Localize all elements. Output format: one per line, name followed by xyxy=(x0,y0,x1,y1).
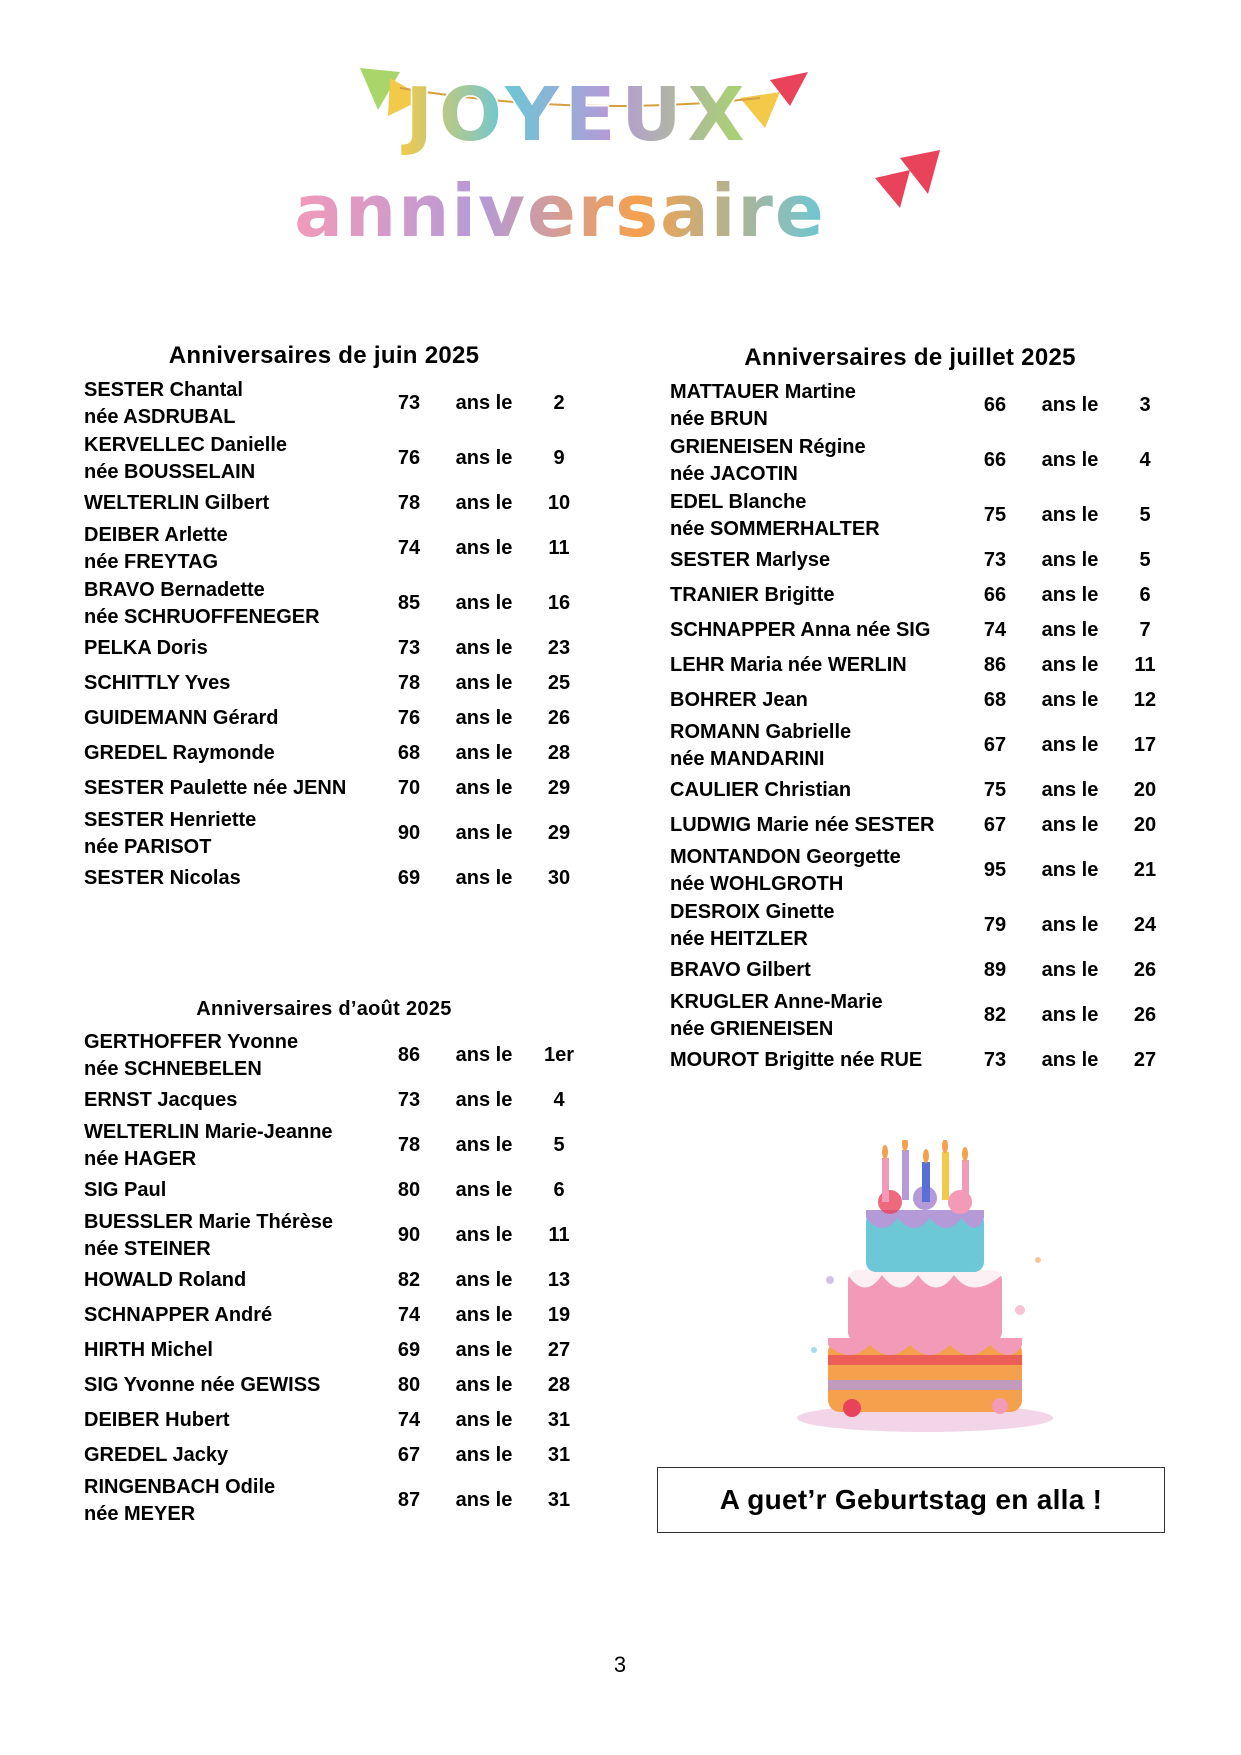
person-name-line: WELTERLIN Gilbert xyxy=(84,492,270,514)
day-value: 19 xyxy=(547,1304,571,1326)
ans-le-label: ans le xyxy=(455,742,513,764)
ans-le-label: ans le xyxy=(1041,1004,1099,1026)
day-value: 23 xyxy=(547,637,571,659)
day-value: 6 xyxy=(1139,584,1151,606)
person-name xyxy=(84,522,384,576)
person-name xyxy=(84,1087,384,1114)
birthday-row xyxy=(670,433,1151,488)
person-name xyxy=(84,775,384,802)
birthday-row xyxy=(84,806,571,861)
age-value: 73 xyxy=(397,1089,421,1111)
ans-le-label: ans le xyxy=(455,1089,513,1111)
section-title-juin: Anniversaires de juin 2025 xyxy=(168,342,480,369)
ans-le-label: ans le xyxy=(455,447,513,469)
birthday-cake-illustration xyxy=(790,1140,1060,1440)
day-value: 4 xyxy=(553,1089,565,1111)
ans-le-label: ans le xyxy=(455,1269,513,1291)
ans-le-label: ans le xyxy=(1041,654,1099,676)
maiden-name-line: née JACOTIN xyxy=(670,462,798,485)
day-value: 24 xyxy=(1133,914,1157,936)
person-name-line: SIG Yvonne née GEWISS xyxy=(84,1374,321,1396)
ans-le-label: ans le xyxy=(455,1304,513,1326)
ans-le-label: ans le xyxy=(455,592,513,614)
day-value: 20 xyxy=(1133,814,1157,836)
birthday-row xyxy=(670,773,1157,808)
person-name-line: SESTER Chantal xyxy=(84,378,243,401)
day-value: 20 xyxy=(1133,779,1157,801)
ans-le-label: ans le xyxy=(1041,549,1099,571)
person-name-line: MOUROT Brigitte née RUE xyxy=(670,1049,923,1071)
ans-le-label: ans le xyxy=(1041,584,1099,606)
birthday-list-aout xyxy=(84,1028,575,1528)
person-name xyxy=(670,652,970,679)
age-value: 74 xyxy=(397,537,421,559)
ans-le-label: ans le xyxy=(455,1134,513,1156)
day-value: 4 xyxy=(1139,449,1151,471)
pennant-flag xyxy=(875,170,910,208)
maiden-name-line: née FREYTAG xyxy=(84,550,219,573)
birthday-row xyxy=(84,376,565,431)
day-value: 3 xyxy=(1139,394,1151,416)
age-value: 67 xyxy=(983,814,1007,836)
person-name-line: SCHNAPPER Anna née SIG xyxy=(670,619,931,641)
day-value: 9 xyxy=(553,447,565,469)
person-name-line: CAULIER Christian xyxy=(670,779,852,801)
age-value: 70 xyxy=(397,777,421,799)
person-name xyxy=(84,1407,384,1434)
person-name xyxy=(84,1337,384,1364)
age-value: 74 xyxy=(983,619,1007,641)
birthday-row xyxy=(84,1028,575,1083)
person-name xyxy=(84,1177,384,1204)
age-value: 66 xyxy=(983,584,1007,606)
person-name xyxy=(84,807,384,861)
birthday-row xyxy=(84,666,571,701)
maiden-name-line: née WOHLGROTH xyxy=(670,872,844,895)
age-value: 87 xyxy=(397,1489,421,1511)
person-name-line: DESROIX Ginette xyxy=(670,900,835,923)
day-value: 27 xyxy=(1133,1049,1157,1071)
day-value: 2 xyxy=(553,392,565,414)
birthday-row xyxy=(84,1333,571,1368)
age-value: 66 xyxy=(983,449,1007,471)
person-name-line: BUESSLER Marie Thérèse xyxy=(84,1210,333,1233)
person-name-line: RINGENBACH Odile xyxy=(84,1475,276,1498)
person-name xyxy=(670,844,970,898)
person-name-line: WELTERLIN Marie-Jeanne xyxy=(84,1120,333,1143)
birthday-row xyxy=(84,771,571,806)
birthday-row xyxy=(670,843,1157,898)
person-name-line: SESTER Marlyse xyxy=(670,549,831,571)
ans-le-label: ans le xyxy=(1041,734,1099,756)
day-value: 28 xyxy=(547,742,571,764)
day-value: 26 xyxy=(547,707,571,729)
person-name xyxy=(670,989,970,1043)
person-name-line: SESTER Nicolas xyxy=(84,867,241,889)
birthday-row xyxy=(670,898,1157,953)
ans-le-label: ans le xyxy=(1041,504,1099,526)
birthday-row xyxy=(84,1298,571,1333)
ans-le-label: ans le xyxy=(455,1489,513,1511)
birthday-row xyxy=(670,1043,1157,1078)
birthday-row xyxy=(670,578,1151,613)
ans-le-label: ans le xyxy=(455,1044,513,1066)
person-name-line: DEIBER Arlette xyxy=(84,523,228,546)
birthday-row xyxy=(670,543,1151,578)
day-value: 31 xyxy=(547,1409,571,1431)
day-value: 29 xyxy=(547,822,571,844)
ans-le-label: ans le xyxy=(455,1224,513,1246)
age-value: 73 xyxy=(397,637,421,659)
banner-line1: JOYEUX xyxy=(405,72,751,158)
age-value: 82 xyxy=(983,1004,1007,1026)
person-name xyxy=(84,705,384,732)
age-value: 95 xyxy=(983,859,1007,881)
birthday-row xyxy=(84,1208,570,1263)
birthday-row xyxy=(670,378,1151,433)
maiden-name-line: née ASDRUBAL xyxy=(84,405,236,428)
birthday-row xyxy=(84,701,571,736)
greeting-box xyxy=(657,1467,1165,1533)
ans-le-label: ans le xyxy=(455,1339,513,1361)
birthday-row xyxy=(670,988,1157,1043)
birthday-row xyxy=(84,431,565,486)
day-value: 7 xyxy=(1139,619,1151,641)
ans-le-label: ans le xyxy=(455,1409,513,1431)
person-name xyxy=(84,432,384,486)
age-value: 69 xyxy=(397,867,421,889)
ans-le-label: ans le xyxy=(1041,394,1099,416)
birthday-row xyxy=(84,521,570,576)
age-value: 82 xyxy=(397,1269,421,1291)
birthday-row xyxy=(84,1173,565,1208)
person-name xyxy=(670,582,970,609)
day-value: 16 xyxy=(547,592,571,614)
age-value: 74 xyxy=(397,1304,421,1326)
ans-le-label: ans le xyxy=(455,1444,513,1466)
age-value: 75 xyxy=(983,504,1007,526)
person-name xyxy=(84,1474,384,1528)
birthday-row xyxy=(84,1368,571,1403)
day-value: 30 xyxy=(547,867,571,889)
ans-le-label: ans le xyxy=(455,1179,513,1201)
maiden-name-line: née BOUSSELAIN xyxy=(84,460,256,483)
ans-le-label: ans le xyxy=(1041,689,1099,711)
age-value: 89 xyxy=(983,959,1007,981)
person-name-line: BOHRER Jean xyxy=(670,689,808,711)
person-name xyxy=(670,899,970,953)
person-name xyxy=(670,719,970,773)
person-name xyxy=(670,434,970,488)
ans-le-label: ans le xyxy=(455,867,513,889)
maiden-name-line: née SOMMERHALTER xyxy=(670,517,880,540)
day-value: 27 xyxy=(547,1339,571,1361)
maiden-name-line: née HAGER xyxy=(84,1147,197,1170)
day-value: 11 xyxy=(1134,654,1156,676)
person-name-line: SCHITTLY Yves xyxy=(84,672,231,694)
person-name xyxy=(84,1209,384,1263)
person-name-line: HOWALD Roland xyxy=(84,1269,247,1291)
ans-le-label: ans le xyxy=(1041,814,1099,836)
person-name-line: SESTER Paulette née JENN xyxy=(84,777,347,799)
age-value: 79 xyxy=(983,914,1007,936)
day-value: 1er xyxy=(543,1044,575,1066)
person-name-line: HIRTH Michel xyxy=(84,1339,213,1361)
maiden-name-line: née STEINER xyxy=(84,1237,211,1260)
ans-le-label: ans le xyxy=(1041,859,1099,881)
ans-le-label: ans le xyxy=(455,392,513,414)
age-value: 75 xyxy=(983,779,1007,801)
cake-icon xyxy=(790,1140,1060,1440)
person-name-line: GREDEL Raymonde xyxy=(84,742,275,764)
ans-le-label: ans le xyxy=(455,777,513,799)
birthday-row xyxy=(84,631,571,666)
birthday-row xyxy=(670,488,1151,543)
ans-le-label: ans le xyxy=(455,537,513,559)
birthday-row xyxy=(84,1263,571,1298)
age-value: 76 xyxy=(397,447,421,469)
person-name-line: SCHNAPPER André xyxy=(84,1304,273,1326)
day-value: 13 xyxy=(547,1269,571,1291)
birthday-list-juillet xyxy=(670,378,1157,1078)
birthday-row xyxy=(670,613,1151,648)
person-name xyxy=(670,687,970,714)
person-name xyxy=(84,490,384,517)
day-value: 21 xyxy=(1133,859,1157,881)
day-value: 29 xyxy=(547,777,571,799)
person-name-line: BRAVO Bernadette xyxy=(84,578,265,601)
person-name-line: SIG Paul xyxy=(84,1179,167,1201)
maiden-name-line: née GRIENEISEN xyxy=(670,1017,834,1040)
person-name xyxy=(670,379,970,433)
age-value: 76 xyxy=(397,707,421,729)
maiden-name-line: née PARISOT xyxy=(84,835,212,858)
birthday-list-juin xyxy=(84,376,571,896)
joyeux-anniversaire-banner xyxy=(260,58,980,268)
banner-graphic xyxy=(260,58,980,268)
age-value: 78 xyxy=(397,492,421,514)
birthday-row xyxy=(84,1403,571,1438)
person-name-line: KERVELLEC Danielle xyxy=(84,433,288,456)
person-name xyxy=(84,740,384,767)
day-value: 11 xyxy=(548,1224,570,1246)
person-name xyxy=(84,1029,384,1083)
person-name xyxy=(670,489,970,543)
ans-le-label: ans le xyxy=(455,637,513,659)
page-number: 3 xyxy=(613,1652,627,1677)
day-value: 5 xyxy=(1139,549,1151,571)
ans-le-label: ans le xyxy=(1041,914,1099,936)
maiden-name-line: née MEYER xyxy=(84,1502,196,1525)
age-value: 69 xyxy=(397,1339,421,1361)
age-value: 90 xyxy=(397,1224,421,1246)
maiden-name-line: née BRUN xyxy=(670,407,768,430)
age-value: 67 xyxy=(983,734,1007,756)
maiden-name-line: née SCHRUOFFENEGER xyxy=(84,605,320,628)
day-value: 26 xyxy=(1133,1004,1157,1026)
birthday-row xyxy=(84,576,571,631)
ans-le-label: ans le xyxy=(455,672,513,694)
person-name xyxy=(84,1267,384,1294)
person-name xyxy=(670,957,970,984)
birthday-row xyxy=(84,1438,571,1473)
birthday-row xyxy=(84,1083,565,1118)
age-value: 68 xyxy=(983,689,1007,711)
person-name-line: TRANIER Brigitte xyxy=(670,584,835,606)
person-name xyxy=(84,1119,384,1173)
age-value: 78 xyxy=(397,1134,421,1156)
birthday-row xyxy=(670,648,1156,683)
person-name xyxy=(84,377,384,431)
age-value: 78 xyxy=(397,672,421,694)
ans-le-label: ans le xyxy=(1041,619,1099,641)
birthday-row xyxy=(84,1118,565,1173)
day-value: 31 xyxy=(547,1489,571,1511)
person-name-line: PELKA Doris xyxy=(84,637,208,659)
person-name xyxy=(670,777,970,804)
birthday-row xyxy=(84,861,571,896)
day-value: 31 xyxy=(547,1444,571,1466)
age-value: 73 xyxy=(397,392,421,414)
age-value: 67 xyxy=(397,1444,421,1466)
person-name-line: SESTER Henriette xyxy=(84,808,257,831)
day-value: 6 xyxy=(553,1179,565,1201)
person-name-line: MATTAUER Martine xyxy=(670,380,856,403)
person-name xyxy=(670,547,970,574)
greeting-text: A guet’r Geburtstag en alla ! xyxy=(719,1484,1103,1515)
person-name-line: ROMANN Gabrielle xyxy=(670,720,852,743)
age-value: 68 xyxy=(397,742,421,764)
birthday-row xyxy=(670,683,1157,718)
day-value: 5 xyxy=(1139,504,1151,526)
day-value: 10 xyxy=(547,492,571,514)
person-name-line: ERNST Jacques xyxy=(84,1089,238,1111)
birthday-row xyxy=(84,736,571,771)
person-name xyxy=(84,1372,384,1399)
age-value: 90 xyxy=(397,822,421,844)
section-title-aout: Anniversaires d’août 2025 xyxy=(196,998,452,1020)
person-name xyxy=(670,617,970,644)
section-title-juillet: Anniversaires de juillet 2025 xyxy=(744,344,1076,371)
birthday-row xyxy=(84,1473,571,1528)
ans-le-label: ans le xyxy=(455,1374,513,1396)
maiden-name-line: née MANDARINI xyxy=(670,747,825,770)
age-value: 80 xyxy=(397,1179,421,1201)
day-value: 5 xyxy=(553,1134,565,1156)
person-name-line: GUIDEMANN Gérard xyxy=(84,707,279,729)
ans-le-label: ans le xyxy=(455,822,513,844)
ans-le-label: ans le xyxy=(455,707,513,729)
birthday-row xyxy=(670,953,1157,988)
person-name xyxy=(84,670,384,697)
banner-line2: anniversaire xyxy=(294,169,826,253)
person-name xyxy=(84,635,384,662)
maiden-name-line: née HEITZLER xyxy=(670,927,808,950)
person-name-line: DEIBER Hubert xyxy=(84,1409,230,1431)
person-name-line: EDEL Blanche xyxy=(670,490,807,513)
age-value: 74 xyxy=(397,1409,421,1431)
person-name xyxy=(670,812,970,839)
birthday-row xyxy=(84,486,571,521)
person-name-line: KRUGLER Anne-Marie xyxy=(670,990,883,1013)
person-name-line: LUDWIG Marie née SESTER xyxy=(670,814,935,836)
day-value: 25 xyxy=(547,672,571,694)
age-value: 66 xyxy=(983,394,1007,416)
ans-le-label: ans le xyxy=(1041,959,1099,981)
age-value: 73 xyxy=(983,1049,1007,1071)
age-value: 73 xyxy=(983,549,1007,571)
person-name-line: GRIENEISEN Régine xyxy=(670,435,866,458)
age-value: 85 xyxy=(397,592,421,614)
ans-le-label: ans le xyxy=(1041,779,1099,801)
maiden-name-line: née SCHNEBELEN xyxy=(84,1057,262,1080)
person-name-line: MONTANDON Georgette xyxy=(670,845,901,868)
person-name-line: BRAVO Gilbert xyxy=(670,959,811,981)
age-value: 80 xyxy=(397,1374,421,1396)
person-name xyxy=(84,1442,384,1469)
age-value: 86 xyxy=(397,1044,421,1066)
ans-le-label: ans le xyxy=(1041,1049,1099,1071)
person-name xyxy=(670,1047,970,1074)
person-name-line: GERTHOFFER Yvonne xyxy=(84,1030,299,1053)
day-value: 28 xyxy=(547,1374,571,1396)
day-value: 17 xyxy=(1133,734,1157,756)
age-value: 86 xyxy=(983,654,1007,676)
person-name-line: LEHR Maria née WERLIN xyxy=(670,654,907,676)
birthday-row xyxy=(670,718,1157,773)
birthday-row xyxy=(670,808,1157,843)
person-name xyxy=(84,865,384,892)
ans-le-label: ans le xyxy=(1041,449,1099,471)
person-name-line: GREDEL Jacky xyxy=(84,1444,229,1466)
person-name xyxy=(84,577,384,631)
person-name xyxy=(84,1302,384,1329)
day-value: 12 xyxy=(1133,689,1157,711)
ans-le-label: ans le xyxy=(455,492,513,514)
day-value: 11 xyxy=(548,537,570,559)
day-value: 26 xyxy=(1133,959,1157,981)
